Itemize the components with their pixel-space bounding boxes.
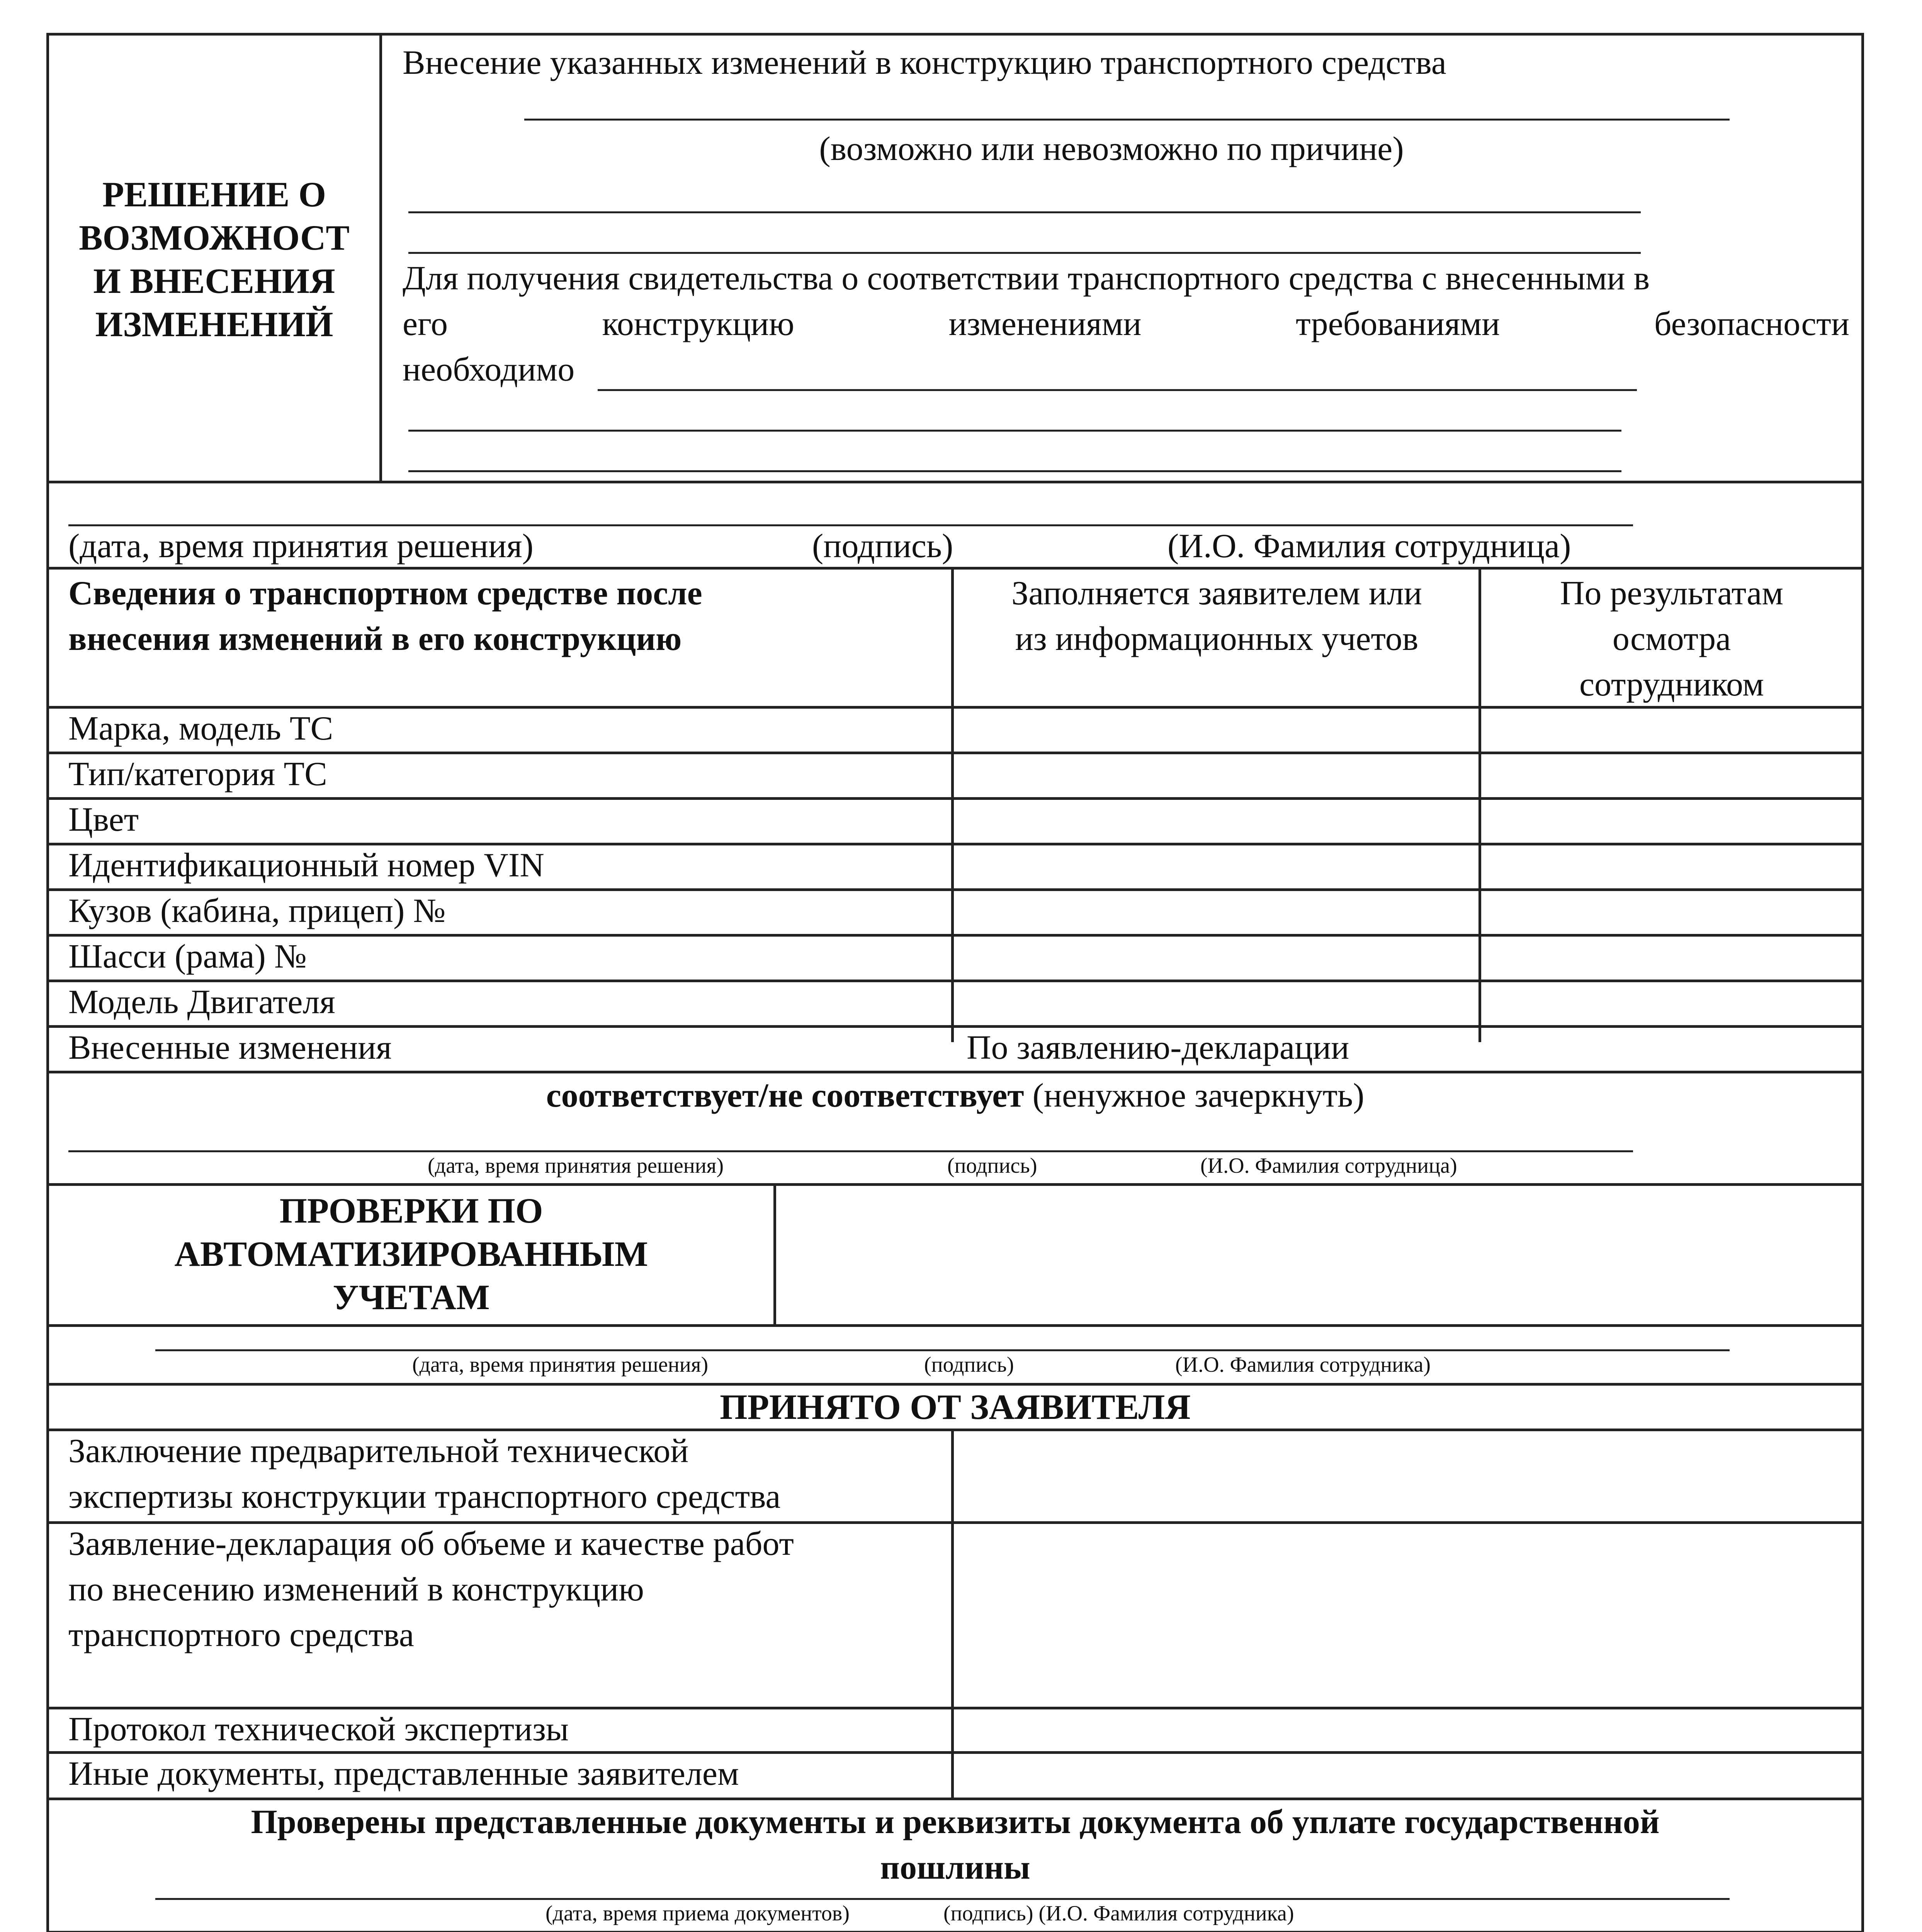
sig2-bottom-border [49, 1183, 1861, 1186]
sig1-sign-label: (подпись) [812, 527, 953, 565]
sig4-line[interactable] [155, 1898, 1730, 1900]
vehicle-row-label: Шасси (рама) № [68, 938, 307, 975]
necessary-line-3[interactable] [408, 470, 1621, 472]
necessary-line-1[interactable] [598, 389, 1637, 391]
vehicle-header-col1: Сведения о транспортном средстве после внесения изменений в его конструкцию [68, 575, 702, 658]
certificate-requirement-words: его конструкцию изменениями требованиями безопасности [403, 305, 1849, 343]
vehicle-header-col3: По результатам осмотра сотрудником [1560, 575, 1783, 703]
conformity-note: (ненужное зачеркнуть) [1032, 1077, 1365, 1114]
sig3-date-label: (дата, время принятия решения) [412, 1353, 709, 1377]
section1-divider [379, 36, 382, 482]
accepted-item: Заявление-декларация об объеме и качестве работ по внесению изменений в конструкцию транспортного средства [68, 1525, 794, 1654]
vehicle-row-border [49, 934, 1861, 937]
accepted-col-divider [951, 1429, 954, 1798]
vehicle-row-label: Марка, модель ТС [68, 710, 333, 747]
sig1-bottom-border [49, 567, 1861, 570]
accepted-item: Заключение предварительной технической экспертизы конструкции транспортного средства [68, 1432, 781, 1515]
sig2-date-label: (дата, время принятия решения) [428, 1154, 724, 1178]
conformity-line [49, 1073, 1861, 1119]
section1-bottom-border [49, 481, 1861, 483]
vehicle-col-divider-2 [1478, 567, 1481, 1042]
conformity-options: соответствует/не соответствует [546, 1077, 1024, 1114]
auto-checks-bottom [49, 1324, 1861, 1327]
vehicle-row-label: Цвет [68, 801, 139, 838]
declaration-note: По заявлению-декларации [967, 1029, 1349, 1066]
sig3-name-label: (И.О. Фамилия сотрудника) [1175, 1353, 1431, 1377]
accepted-title: ПРИНЯТО ОТ ЗАЯВИТЕЛЯ [720, 1387, 1191, 1427]
auto-checks-title: ПРОВЕРКИ ПО АВТОМАТИЗИРОВАННЫМ УЧЕТАМ [174, 1191, 648, 1317]
changes-statement: Внесение указанных изменений в конструкцию транспортного средства [403, 44, 1446, 82]
sig1-date-label: (дата, время принятия решения) [68, 527, 534, 565]
sig2-name-label: (И.О. Фамилия сотрудница) [1200, 1154, 1457, 1178]
application-form [46, 33, 1864, 1932]
vehicle-row-border [49, 797, 1861, 800]
auto-checks-divider [773, 1183, 776, 1324]
sig4-sign-name-label: (подпись) (И.О. Фамилия сотрудника) [943, 1901, 1294, 1925]
documents-checked-statement: Проверены представленные документы и реквизиты документа об уплате государственной пошлины [251, 1803, 1660, 1886]
necessary-line-2[interactable] [408, 430, 1621, 432]
accepted-item: Протокол технической экспертизы [68, 1711, 569, 1748]
sig1-name-label: (И.О. Фамилия сотрудница) [1167, 527, 1571, 565]
vehicle-col-divider-1 [951, 567, 954, 1042]
vehicle-header-col2: Заполняется заявителем или из информационных учетов [1011, 575, 1422, 658]
decision-possibility-title: РЕШЕНИЕ О ВОЗМОЖНОСТ И ВНЕСЕНИЯ ИЗМЕНЕНИЙ [79, 175, 350, 344]
accepted-item: Иные документы, представленные заявителем [68, 1755, 739, 1793]
vehicle-row-label: Идентификационный номер VIN [68, 847, 544, 884]
vehicle-row-label: Тип/категория ТС [68, 755, 327, 793]
reason-line-3[interactable] [408, 252, 1641, 254]
vehicle-row-label: Кузов (кабина, прицеп) № [68, 892, 446, 930]
vehicle-row-label: Модель Двигателя [68, 983, 335, 1021]
sig2-sign-label: (подпись) [947, 1154, 1037, 1178]
vehicle-row-label: Внесенные изменения [68, 1029, 392, 1066]
reason-line-1[interactable] [524, 119, 1730, 121]
sig3-sign-label: (подпись) [924, 1353, 1014, 1377]
certificate-requirement-text: Для получения свидетельства о соответствии транспортного средства с внесенными в [403, 260, 1650, 297]
reason-line-2[interactable] [408, 211, 1641, 213]
necessary-label: необходимо [403, 351, 575, 388]
possible-or-not-note: (возможно или невозможно по причине) [819, 130, 1404, 168]
sig4-date-label: (дата, время приема документов) [546, 1901, 850, 1925]
